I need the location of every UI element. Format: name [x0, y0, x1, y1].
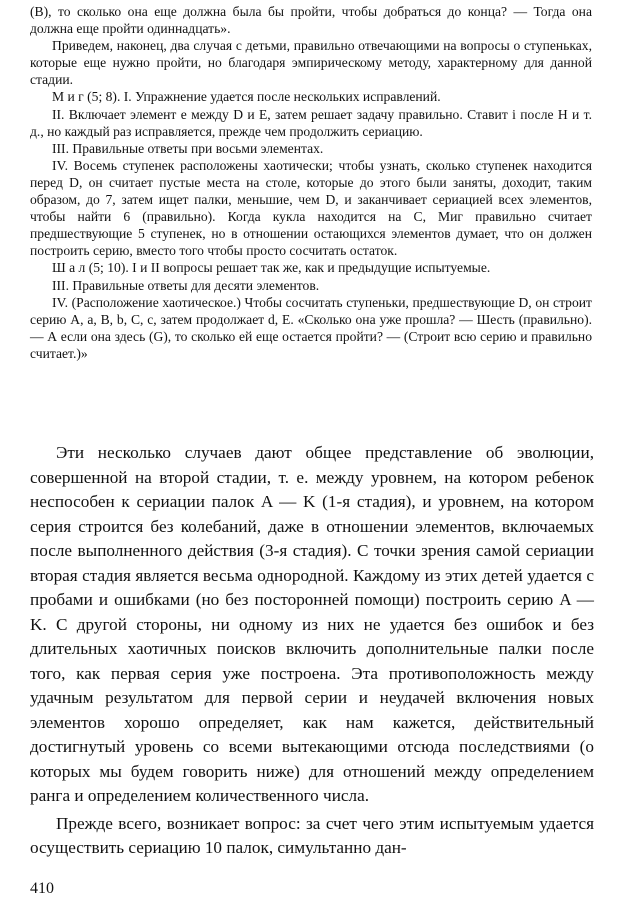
protocol-paragraph-end-quote: (B), то сколько она еще должна была бы пройти, чтобы добраться до конца? — Тогда она должна еще пройти одиннадцать». [30, 4, 592, 37]
protocol-mig-question-4: IV. Восемь ступенек расположены хаотически; чтобы узнать, сколько ступенек находится перед D, он считает пустые места на столе, которые до этого были заняты, доходит, таким образом, до 7, затем ищет палки, меньшие, чем D, и заканчивает сериацией всех элементов, чтобы найти 6 (правильно). Когда кукла находится на C, Миг правильно считает предшествующие 5 ступенек, но в отношении остающихся элементов думает, что он должен построить серию, вместо того чтобы просто сосчитать остаток. [30, 157, 592, 259]
protocol-mig-question-2: II. Включает элемент е между D и E, затем решает задачу правильно. Ставит i после H и т. д., но каждый раз исправляется, прежде чем продолжить сериацию. [30, 106, 592, 139]
main-text [30, 441, 594, 861]
protocol-paragraph-intro: Приведем, наконец, два случая с детьми, правильно отвечающими на вопросы о ступеньках, которые еще нужно пройти, но благодаря эмпирическому методу, характерному для данной стадии. [30, 38, 592, 88]
main-paragraph-2: Прежде всего, возникает вопрос: за счет чего этим испытуемым удается осуществить сериацию 10 палок, симультанно дан- [30, 813, 594, 857]
protocol-subject-mig: М и г (5; 8). I. Упражнение удается после нескольких исправлений. [52, 89, 441, 105]
protocol-shal-question-4: IV. (Расположение хаотическое.) Чтобы сосчитать ступеньки, предшествующие D, он строит серию A, a, B, b, C, c, затем продолжает d, E. «Сколько она уже прошла? — Шесть (правильно). — А если она здесь (G), то сколько ей еще остается пройти? — (Строит всю серию и правильно считает.)» [30, 294, 592, 361]
protocol-shal-question-3: III. Правильные ответы для десяти элементов. [52, 277, 320, 293]
protocol-subject-shal: Ш а л (5; 10). I и II вопросы решает так же, как и предыдущие испытуемые. [52, 260, 491, 276]
protocol-excerpt [30, 3, 592, 362]
main-paragraph-1: Эти несколько случаев дают общее представление об эволюции, совершенной на второй стадии, т. е. между уровнем, на котором ребенок неспособен к сериации палок A — K (1-я стадия), и уровнем, на котором серия строится без колебаний, даже в отношении элементов, включаемых после выполненного действия (3-я стадия). С точки зрения самой сериации вторая стадия является весьма однородной. Каждому из этих детей удается с пробами и ошибками (но без посторонней помощи) построить серию A — K. С другой стороны, ни одному из них не удается без ошибок и без длительных хаотичных поисков включить дополнительные палки после того, как первая серия уже построена. Эта противоположность между удачным результатом для первой серии и неудачей включения новых элементов хорошо определяет, как нам кажется, действительный достигнутый уровень со всеми вытекающими отсюда последствиями (о которых мы будем говорить ниже) для отношений между определением ранга и определением количественного числа. [30, 443, 594, 805]
page-number: 410 [30, 880, 54, 897]
protocol-mig-question-3: III. Правильные ответы при восьми элементах. [52, 140, 324, 156]
